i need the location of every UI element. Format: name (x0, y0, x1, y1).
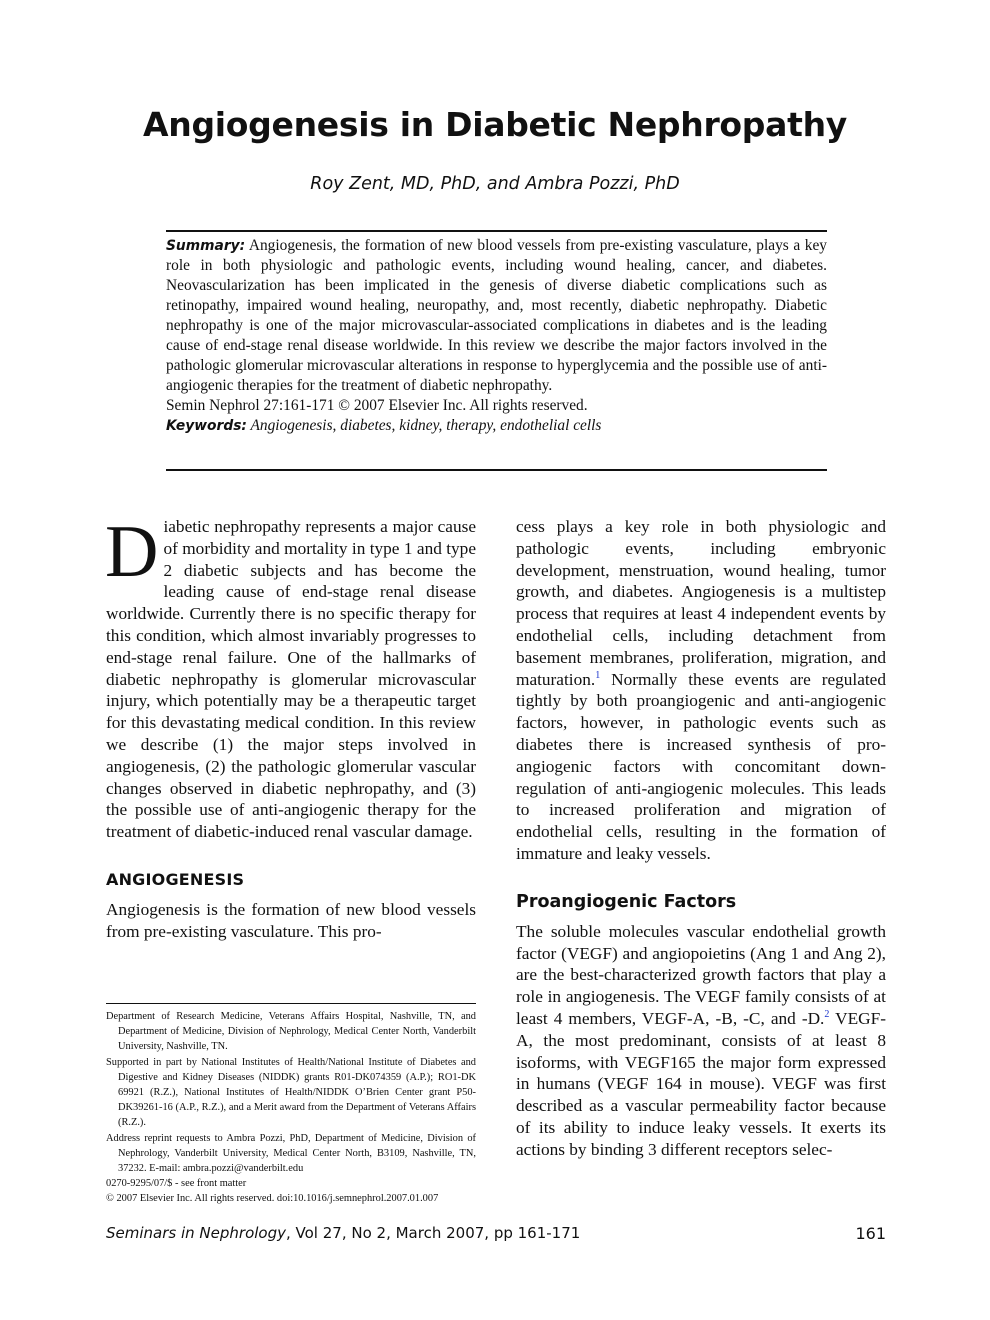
footnote-rule (106, 1003, 476, 1004)
abstract-citation: Semin Nephrol 27:161-171 © 2007 Elsevier Inc. All rights reserved. (166, 397, 588, 414)
summary-label: Summary: (166, 238, 246, 254)
abstract-keywords (166, 416, 827, 436)
footnote-affiliation: Department of Research Medicine, Veterans Affairs Hospital, Nashville, TN, and Department of Medicine, Division of Nephrology, Medical Center North, Vanderbilt University, Nashville, TN. (106, 1011, 476, 1053)
section-heading-proangiogenic: Proangiogenic Factors (516, 891, 737, 912)
drop-cap: D (105, 511, 159, 593)
footnote-copyright: © 2007 Elsevier Inc. All rights reserved. doi:10.1016/j.semnephrol.2007.01.007 (106, 1193, 439, 1205)
abstract-block (166, 236, 827, 436)
footnote-support: Supported in part by National Institutes of Health/National Institute of Diabetes and Digestive and Kidney Diseases (NIDDK) grants R01-DK074359 (A.P.); RO1-DK 69921 (R.Z.), National Institutes of Health/NIDDK O’Brien Center grant P50-DK39261-16 (A.P., R.Z.), and a Merit award from the Department of Veterans Affairs (R.Z.). (106, 1056, 476, 1129)
summary-text: Angiogenesis, the formation of new blood vessels from pre-existing vasculature, plays a key role in both physiologic and pathologic events, including wound healing, cancer, and diabetes. Neovascularization has been implicated in the genesis of diverse diabetic complications such as retinopathy, impaired wound healing, neuropathy, and, most recently, diabetic nephropathy. Diabetic nephropathy is one of the major microvascular-associated complications in diabetes and is the leading cause of end-stage renal disease worldwide. In this review we describe the major factors involved in the pathologic glomerular microvascular alterations in response to hyperglycemia and the possible use of anti-angiogenic therapies for the treatment of diabetic nephropathy. (166, 237, 827, 394)
angiogenesis-paragraph-start: Angiogenesis is the formation of new blood vessels from pre-existing vasculature. This pro- (106, 899, 476, 941)
right-column (516, 516, 886, 1161)
pro-text-b: VEGF-A, the most predominant, consists of at least 8 isoforms, with VEGF165 the major form expressed in humans (VEGF 164 in mouse). VEGF was first described as a vascular permeability factor because of its ability to induce leaky vessels. It exerts its actions by binding 3 different receptors selec- (516, 1008, 887, 1159)
footnotes (106, 1009, 476, 1207)
left-column (105, 511, 476, 943)
abstract-summary (166, 236, 827, 396)
abstract-top-rule (166, 230, 827, 232)
angio-text-b: Normally these events are regulated tightly by both proangiogenic and anti-angiogenic factors, however, in pathologic events such as diabetes there is increased synthesis of pro-angiogenic factors with concomitant down-regulation of anti-angiogenic molecules. This leads to increased proliferation and migration of endothelial cells, resulting in the formation of immature and leaky vessels. (516, 669, 886, 863)
proangiogenic-paragraph (516, 921, 886, 1161)
intro-text: iabetic nephropathy represents a major cause of morbidity and mortality in type 1 and type 2 diabetic subjects and has become the leading cause of end-stage renal disease worldwide. Currently there is no specific therapy for this condition, which almost invariably progresses to end-stage renal failure. One of the hallmarks of diabetic nephropathy is glomerular microvascular injury, which potentially may be a therapeutic target for this devastating medical condition. In this review we describe (1) the major steps involved in angiogenesis, (2) the pathologic glomerular vascular changes observed in diabetic nephropathy, and (3) the possible use of anti-angiogenic therapy for the treatment of diabetic-induced renal vascular damage. (106, 517, 476, 842)
page-number: 161 (855, 1224, 886, 1243)
angiogenesis-paragraph-continued (516, 516, 886, 865)
journal-footer (106, 1224, 580, 1242)
article-authors: Roy Zent, MD, PhD, and Ambra Pozzi, PhD (310, 174, 680, 194)
angio-text-a: cess plays a key role in both physiologic and pathologic events, including embryonic development, menstruation, wound healing, tumor growth, and diabetes. Angiogenesis is a multistep process that requires at least 4 independent events by endothelial cells, including detachment from basement membranes, proliferation, migration, and maturation. (516, 517, 886, 689)
abstract-bottom-rule (166, 469, 827, 471)
journal-details: , Vol 27, No 2, March 2007, pp 161-171 (286, 1224, 581, 1242)
article-title: Angiogenesis in Diabetic Nephropathy (143, 105, 847, 144)
footnote-address: Address reprint requests to Ambra Pozzi, PhD, Department of Medicine, Division of Nephrology, Vanderbilt University, Medical Center North, B3109, Nashville, TN, 37232. E-mail: ambra.pozzi@vanderbilt.edu (106, 1132, 476, 1175)
intro-paragraph (105, 511, 476, 843)
section-heading-angiogenesis: ANGIOGENESIS (106, 869, 245, 889)
journal-name: Seminars in Nephrology (106, 1224, 286, 1242)
reference-2-link[interactable]: 2 (824, 1009, 830, 1021)
pro-text-a: The soluble molecules vascular endothelial growth factor (VEGF) and angiopoietins (Ang 1 and Ang 2), are the best-characterized growth factors that play a role in angiogenesis. The VEGF family consists of at least 4 members, VEGF-A, -B, -C, and -D. (516, 921, 886, 1028)
keywords-label: Keywords: (166, 418, 247, 434)
reference-1-link[interactable]: 1 (595, 669, 601, 681)
keywords-text: Angiogenesis, diabetes, kidney, therapy, endothelial cells (246, 417, 602, 434)
footnote-issn: 0270-9295/07/$ - see front matter (106, 1178, 247, 1190)
